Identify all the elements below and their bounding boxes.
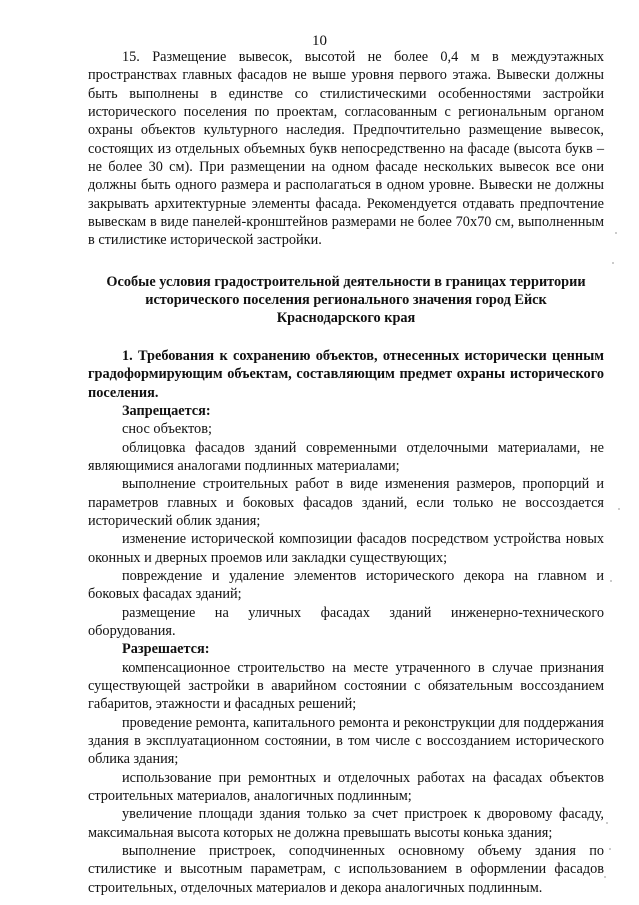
scan-speck bbox=[609, 848, 611, 850]
prohibited-item: облицовка фасадов зданий современными отделочными материалами, не являющимися аналогами подлинных материалами; bbox=[88, 439, 604, 474]
prohibited-item: выполнение строительных работ в виде изменения размеров, пропорций и параметров главных и боковых фасадов зданий, если только не воссоздается исторический облик здания; bbox=[88, 476, 604, 529]
allowed-item: компенсационное строительство на месте утраченного в случае признания существующей застройки в аварийном состоянии с обязательным воссозданием габаритов, этажности и фасадных решений; bbox=[88, 659, 604, 713]
prohibited-item: изменение исторической композиции фасадов посредством устройства новых оконных и дверных проемов или закладки существующих; bbox=[88, 531, 604, 566]
scan-speck bbox=[612, 262, 614, 264]
paragraph-15: 15. Размещение вывесок, высотой не более 0,4 м в междуэтажных пространствах главных фасадов не выше уровня первого этажа. Вывески должны быть выполнены в единстве со стилистическими особенностями застройки исторического поселения по проектам, согласованным с региональным органом охраны объектов культурного наследия. Предпочтительно размещение вывесок, состоящих из отдельных объемных букв непосредственно на фасаде (высота букв – не более 30 см). При размещении на одном фасаде нескольких вывесок все они должны быть одного размера и располагаться в одном уровне. Вывески не должны закрывать архитектурные элементы фасада. Рекомендуется отдавать предпочтение вывескам в виде панелей-кронштейнов размерами не более 70х70 см, выполненным в стилистике исторической застройки. bbox=[88, 49, 604, 249]
heading-line-1: Особые условия градостроительной деятельности в границах территории bbox=[106, 273, 586, 290]
scan-speck bbox=[610, 580, 612, 582]
prohibited-label: Запрещается: bbox=[122, 402, 211, 419]
page-number: 10 bbox=[312, 33, 327, 49]
prohibited-item: размещение на уличных фасадах зданий инженерно-технического оборудования. bbox=[88, 604, 604, 639]
section-1-title: 1. Требования к сохранению объектов, отнесенных исторически ценным градоформирующим объектам, составляющим предмет охраны исторического поселения. bbox=[88, 347, 604, 401]
allowed-item: проведение ремонта, капитального ремонта и реконструкции для поддержания здания в эксплуатационном состоянии, в том числе с воссозданием исторического облика здания; bbox=[88, 714, 604, 768]
allowed-label: Разрешается: bbox=[122, 641, 210, 658]
document-body bbox=[88, 48, 604, 897]
heading-line-3: Краснодарского края bbox=[276, 310, 416, 327]
allowed-item: использование при ремонтных и отделочных работах на фасадах объектов строительных материалов, аналогичных подлинным; bbox=[88, 769, 604, 805]
allowed-item: выполнение пристроек, соподчиненных основному объему здания по стилистике и высотным параметрам, с использованием в оформлении фасадов строительных, отделочных материалов и декора аналогичных подлинным. bbox=[88, 843, 604, 896]
spacer bbox=[88, 250, 604, 265]
prohibited-item: снос объектов; bbox=[122, 421, 212, 438]
scan-speck bbox=[604, 876, 606, 878]
heading-line-2: исторического поселения регионального значения город Ейск bbox=[145, 292, 547, 309]
allowed-item: увеличение площади здания только за счет пристроек к дворовому фасаду, максимальная высота которых не должна превышать высоты конька здания; bbox=[88, 806, 604, 841]
scan-speck bbox=[606, 822, 608, 824]
scan-speck bbox=[615, 232, 617, 234]
prohibited-item: повреждение и удаление элементов исторического декора на главном и боковых фасадах зданий; bbox=[88, 567, 604, 603]
section-heading bbox=[88, 273, 604, 328]
scan-speck bbox=[618, 508, 620, 510]
